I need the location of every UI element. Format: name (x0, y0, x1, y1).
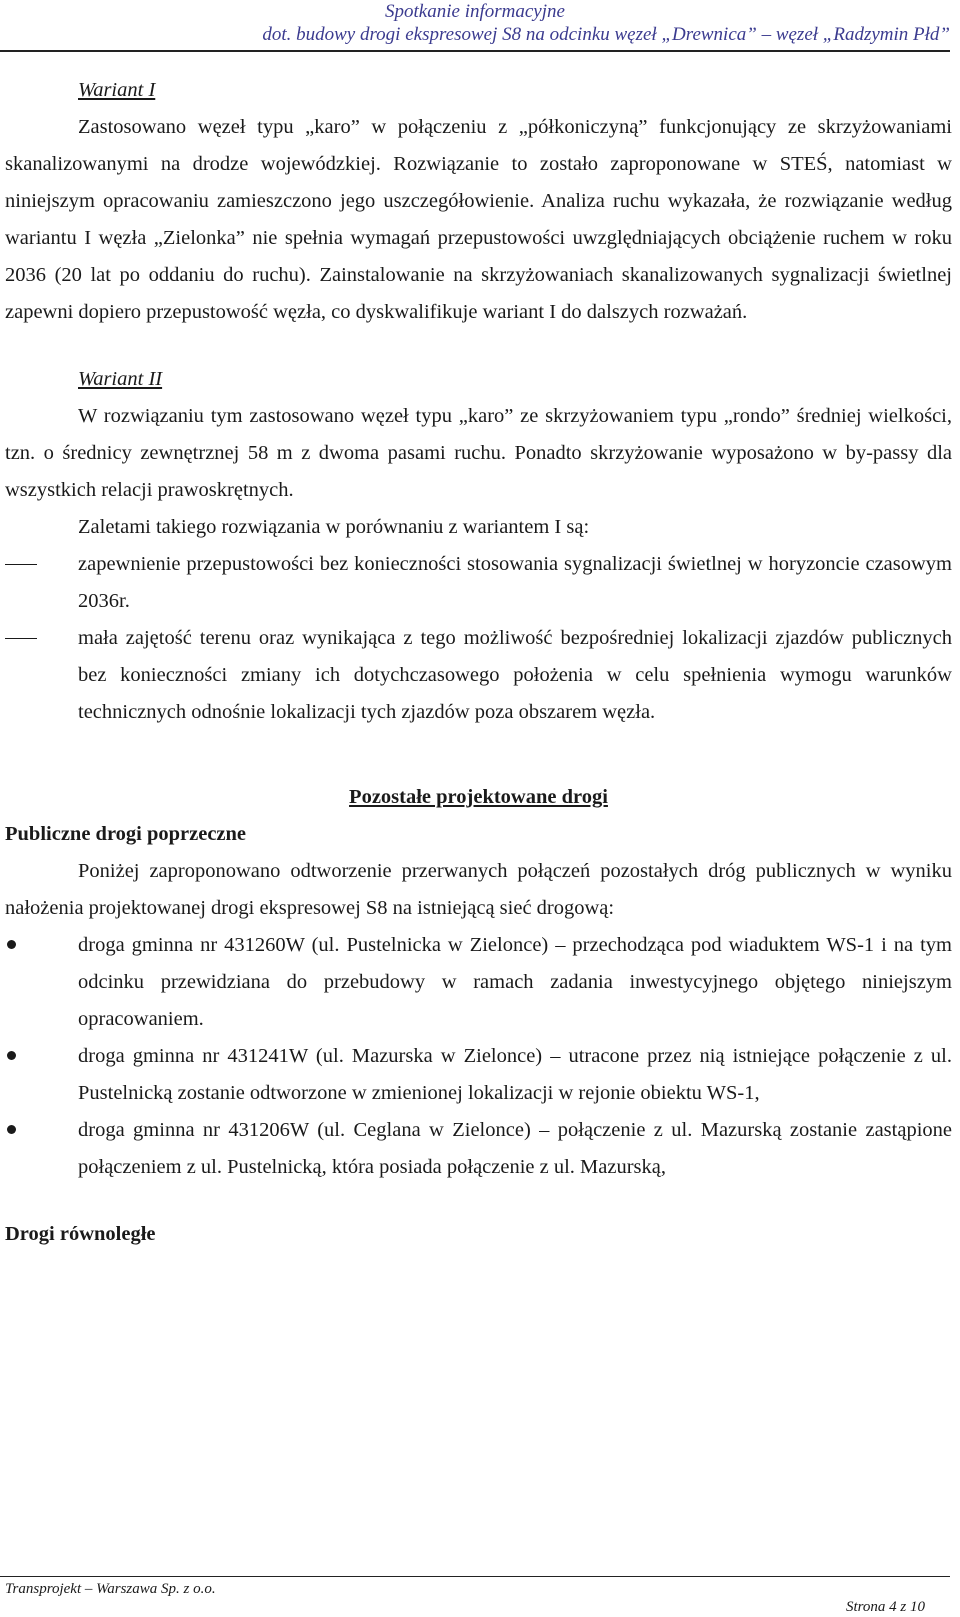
bullet-icon (7, 940, 16, 949)
cross-roads-intro: Poniżej zaproponowano odtworzenie przerwanych połączeń pozostałych dróg publicznych w wyniku nałożenia projektowanej drogi ekspresowej S8 na istniejącą sieć drogową: (5, 860, 952, 919)
advantages-intro: Zaletami takiego rozwiązania w porównaniu z wariantem I są: (78, 516, 590, 538)
footer-divider (0, 1576, 950, 1577)
list-item-text: droga gminna nr 431206W (ul. Ceglana w Zielonce) – połączenie z ul. Mazurską zostanie zastąpione połączeniem z ul. Pustelnicką, która posiada połączenie z ul. Mazurską, (78, 1119, 952, 1178)
header-divider (0, 50, 950, 52)
dash-bullet-icon (5, 564, 37, 565)
wariant-2-paragraph: W rozwiązaniu tym zastosowano węzeł typu „karo” ze skrzyżowaniem typu „rondo” średniej wielkości, tzn. o średnicy zewnętrznej 58 m z dwoma pasami ruchu. Ponadto skrzyżowanie wyposażono w by-passy dla wszystkich relacji prawoskrętnych. (5, 405, 952, 501)
wariant-2-heading: Wariant II (78, 368, 163, 390)
bullet-icon (7, 1125, 16, 1134)
spacer (5, 731, 952, 779)
list-item-text: droga gminna nr 431260W (ul. Pustelnicka w Zielonce) – przechodząca pod wiaduktem WS-1 i na tym odcinku przewidziana do przebudowy w ramach zadania inwestycyjnego objętego niniejszym opracowaniem. (78, 934, 952, 1030)
document-body (5, 72, 952, 1253)
page-number: Strona 4 z 10 (845, 1599, 925, 1615)
list-item-text: mała zajętość terenu oraz wynikająca z tego możliwość bezpośredniej lokalizacji zjazdów publicznych bez konieczności zmiany ich dotychczasowego położenia w celu spełnienia wymogu warunków technicznych odnośnie lokalizacji tych zjazdów poza obszarem węzła. (78, 627, 952, 723)
page-header (0, 0, 960, 50)
footer-company: Transprojekt – Warszawa Sp. z o.o. (5, 1581, 216, 1597)
header-title: Spotkanie informacyjne (385, 1, 565, 22)
list-item (5, 620, 952, 731)
list-item-text: zapewnienie przepustowości bez konieczności stosowania sygnalizacji świetlnej w horyzoncie czasowym 2036r. (78, 553, 952, 612)
list-item (5, 546, 952, 620)
list-item (5, 1038, 952, 1112)
dash-bullet-icon (5, 638, 37, 639)
section-title: Pozostałe projektowane drogi (349, 786, 608, 808)
wariant-1-heading: Wariant I (78, 79, 156, 101)
bullet-icon (7, 1051, 16, 1060)
spacer (5, 1186, 952, 1216)
cross-roads-heading: Publiczne drogi poprzeczne (5, 823, 247, 845)
parallel-roads-heading: Drogi równoległe (5, 1223, 156, 1245)
wariant-1-paragraph: Zastosowano węzeł typu „karo” w połączeniu z „półkoniczyną” funkcjonujący ze skrzyżowaniami skanalizowanymi na drodze wojewódzkiej. Rozwiązanie to zostało zaproponowane w STEŚ, natomiast w niniejszym opracowaniu zamieszczono jego uszczegółowienie. Analiza ruchu wykazała, że rozwiązanie według wariantu I węzła „Zielonka” nie spełnia wymagań przepustowości uwzględniających obciążenie ruchem w roku 2036 (20 lat po oddaniu do ruchu). Zainstalowanie na skrzyżowaniach skanalizowanych sygnalizacji świetlnej zapewni dopiero przepustowość węzła, co dyskwalifikuje wariant I do dalszych rozważań. (5, 116, 952, 323)
spacer (5, 331, 952, 361)
list-item (5, 1112, 952, 1186)
list-item-text: droga gminna nr 431241W (ul. Mazurska w Zielonce) – utracone przez nią istniejące połączenie z ul. Pustelnicką zostanie odtworzone w zmienionej lokalizacji w rejonie obiektu WS-1, (78, 1045, 952, 1104)
list-item (5, 927, 952, 1038)
header-subtitle: dot. budowy drogi ekspresowej S8 na odcinku węzeł „Drewnica” – węzeł „Radzymin Płd” (262, 24, 950, 45)
